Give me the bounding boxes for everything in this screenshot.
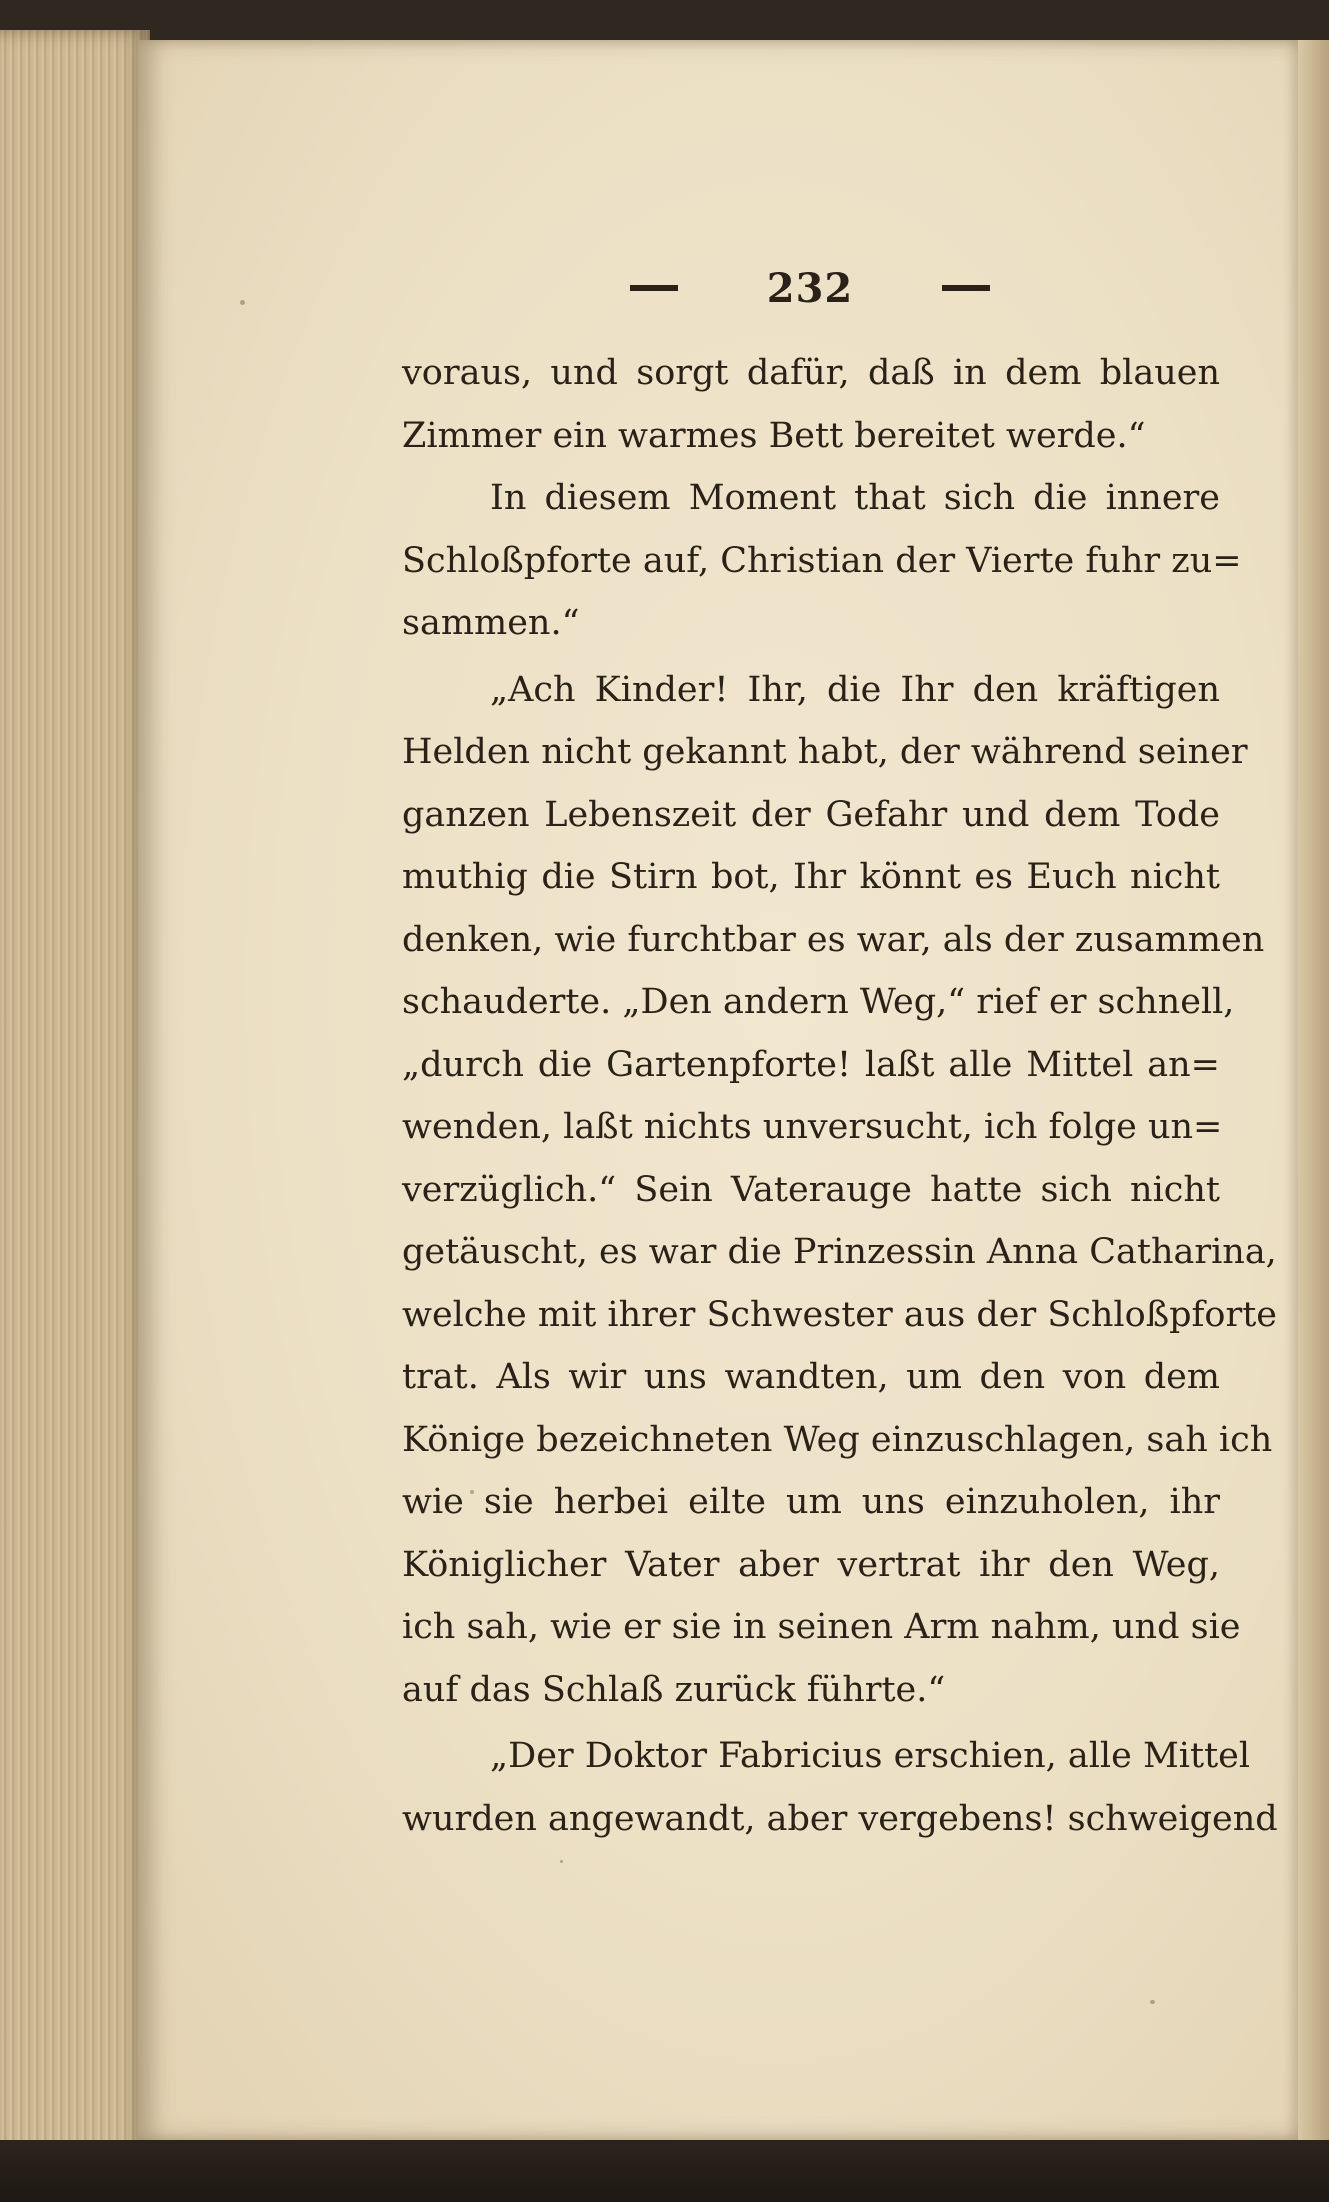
text-line: getäuscht, es war die Prinzessin Anna Catharina, xyxy=(402,1232,1277,1272)
text-line: verzüglich.“ Sein Vaterauge hatte sich nicht xyxy=(402,1169,1220,1210)
text-line: ganzen Lebenszeit der Gefahr und dem Tode xyxy=(402,794,1220,835)
text-line: Zimmer ein warmes Bett bereitet werde.“ xyxy=(402,415,1146,456)
text-line: wie sie herbei eilte um uns einzuholen, ihr xyxy=(402,1482,1220,1522)
page-number: 232 xyxy=(766,264,854,312)
text-line: trat. Als wir uns wandten, um den von dem xyxy=(402,1357,1220,1397)
text-line: muthig die Stirn bot, Ihr könnt es Euch nicht xyxy=(402,857,1220,897)
page-edge xyxy=(1298,40,1329,2140)
page-header xyxy=(630,258,990,318)
text-line: auf das Schlaß zurück führte.“ xyxy=(402,1669,946,1710)
header-dash-left xyxy=(630,285,678,291)
text-line: In diesem Moment that sich die innere xyxy=(490,478,1220,518)
paper-speck xyxy=(1150,2000,1155,2004)
text-line: „Ach Kinder! Ihr, die Ihr den kräftigen xyxy=(490,669,1220,710)
text-line: ich sah, wie er sie in seinen Arm nahm, und sie xyxy=(402,1607,1241,1647)
book-spine xyxy=(0,30,150,2170)
text-line: „durch die Gartenpforte! laßt alle Mittel an= xyxy=(402,1044,1220,1085)
text-line: „Der Doktor Fabricius erschien, alle Mittel xyxy=(490,1736,1251,1776)
text-line: Könige bezeichneten Weg einzuschlagen, sah ich xyxy=(402,1419,1273,1460)
paper-speck xyxy=(560,1860,563,1863)
text-line: sammen.“ xyxy=(402,603,580,643)
text-line: wurden angewandt, aber vergebens! schweigend xyxy=(402,1798,1278,1839)
paper-speck xyxy=(240,300,245,305)
text-line: Schloßpforte auf, Christian der Vierte fuhr zu= xyxy=(402,540,1242,581)
scan-border xyxy=(0,2140,1329,2202)
text-line: denken, wie furchtbar es war, als der zusammen xyxy=(402,919,1265,960)
text-line: voraus, und sorgt dafür, daß in dem blauen xyxy=(402,353,1220,393)
text-line: Helden nicht gekannt habt, der während seiner xyxy=(402,732,1248,772)
text-line: Königlicher Vater aber vertrat ihr den Weg, xyxy=(402,1544,1220,1585)
text-line: schauderte. „Den andern Weg,“ rief er schnell, xyxy=(402,982,1235,1022)
text-line: wenden, laßt nichts unversucht, ich folge un= xyxy=(402,1107,1223,1147)
body-text xyxy=(402,342,1278,1850)
header-dash-right xyxy=(942,285,990,291)
text-line: welche mit ihrer Schwester aus der Schloßpforte xyxy=(402,1294,1278,1335)
